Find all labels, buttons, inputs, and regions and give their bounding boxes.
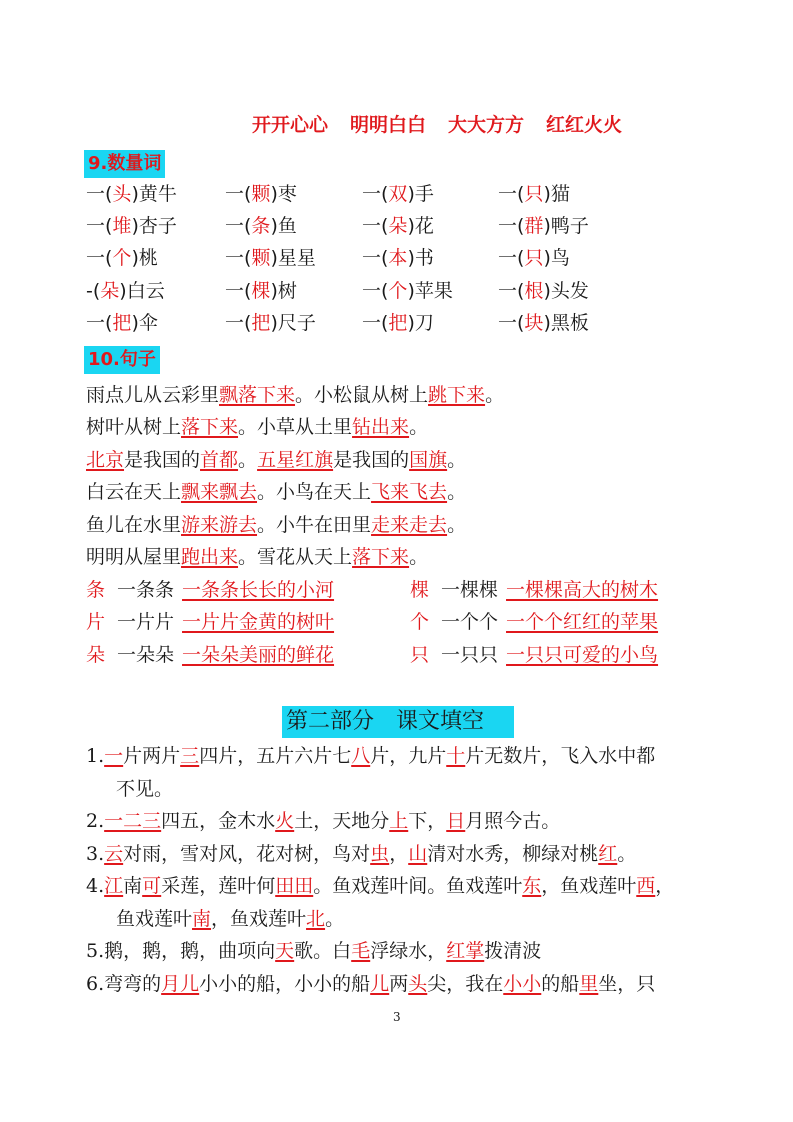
cell-answer: 双 bbox=[388, 183, 408, 205]
answer-text: 南 bbox=[192, 907, 212, 930]
reduplication-item bbox=[86, 577, 334, 603]
measure-word-cell bbox=[362, 278, 453, 304]
sentence-text: 是我国的 bbox=[124, 449, 201, 471]
cell-prefix: 一( bbox=[225, 312, 252, 334]
part-two-title: 第二部分 课文填空 bbox=[282, 706, 514, 738]
item-text: 弯弯的 bbox=[104, 972, 162, 995]
answer-text: 田田 bbox=[275, 875, 314, 897]
top-words-line bbox=[252, 110, 644, 137]
item-text: 的船 bbox=[541, 972, 580, 995]
item-number: 3. bbox=[86, 842, 105, 865]
measure-word-cell bbox=[225, 213, 297, 239]
sentence-text: 。 bbox=[485, 384, 505, 406]
item-text: 月照今古。 bbox=[465, 810, 561, 832]
answer-text: 落下来 bbox=[352, 546, 410, 568]
sentence-line bbox=[86, 479, 466, 505]
fill-in-line bbox=[116, 906, 344, 932]
cell-suffix: )白云 bbox=[119, 280, 165, 302]
measure-word-cell bbox=[225, 181, 297, 207]
answer-text: 可 bbox=[142, 875, 162, 897]
measure-word-cell bbox=[362, 181, 434, 207]
cell-suffix: )星星 bbox=[270, 247, 316, 269]
measure-word-cell bbox=[86, 245, 158, 271]
item-text: 。 bbox=[617, 842, 637, 865]
answer-text: 云 bbox=[104, 842, 124, 865]
item-text: 两 bbox=[389, 972, 409, 995]
answer-text: 火 bbox=[275, 810, 295, 832]
cell-prefix: 一( bbox=[362, 247, 389, 269]
cell-suffix: )刀 bbox=[407, 312, 434, 334]
fill-in-line bbox=[86, 743, 655, 769]
answer-text: 月儿 bbox=[161, 972, 200, 995]
sentence-text: 。小草从土里 bbox=[238, 416, 353, 438]
answer-text: 钻出来 bbox=[352, 416, 410, 438]
cell-suffix: )鱼 bbox=[270, 215, 297, 237]
reduplication-item bbox=[410, 577, 658, 603]
measure-word-cell bbox=[362, 245, 434, 271]
sentence-text: 。雪花从天上 bbox=[238, 546, 353, 568]
sentence-text: 白云在天上 bbox=[86, 481, 182, 503]
cell-answer: 堆 bbox=[112, 215, 132, 237]
cell-prefix: 一( bbox=[498, 280, 525, 302]
answer-text: 上 bbox=[389, 810, 409, 832]
pair-word: 一朵朵 bbox=[117, 644, 175, 666]
answer-text: 五星红旗 bbox=[257, 449, 334, 471]
item-text: 土，天地分 bbox=[294, 810, 390, 832]
answer-text: 江 bbox=[104, 875, 124, 897]
cell-prefix: 一( bbox=[498, 183, 525, 205]
item-text: 鹅，鹅，鹅，曲项向 bbox=[104, 940, 276, 962]
sentence-text: 。小牛在田里 bbox=[257, 514, 372, 536]
answer-text: 虫 bbox=[370, 842, 390, 865]
cell-suffix: )苹果 bbox=[407, 280, 453, 302]
answer-text: 北京 bbox=[86, 449, 125, 471]
cell-answer: 只 bbox=[524, 183, 544, 205]
item-text: 采莲，莲叶何 bbox=[161, 875, 276, 897]
cell-suffix: )尺子 bbox=[270, 312, 316, 334]
item-text: 。鱼戏莲叶间。鱼戏莲叶 bbox=[313, 875, 523, 897]
sentence-line bbox=[86, 414, 428, 440]
measure-word-cell bbox=[498, 310, 589, 336]
reduplication-item bbox=[86, 642, 334, 668]
cell-answer: 棵 bbox=[251, 280, 271, 302]
measure-word-cell bbox=[86, 278, 165, 304]
cell-suffix: )黄牛 bbox=[131, 183, 177, 205]
item-text: 四片，五片六片七 bbox=[199, 745, 352, 767]
item-text: 片两片 bbox=[123, 745, 181, 767]
cell-prefix: 一( bbox=[225, 280, 252, 302]
sentence-text: 。 bbox=[409, 546, 429, 568]
cell-suffix: )杏子 bbox=[131, 215, 177, 237]
cell-answer: 把 bbox=[112, 312, 132, 334]
sentence-text: 雨点儿从云彩里 bbox=[86, 384, 220, 406]
top-word: 红红火火 bbox=[546, 114, 623, 136]
item-text: 下， bbox=[408, 810, 447, 832]
answer-text: 跑出来 bbox=[181, 546, 239, 568]
page-number: 3 bbox=[393, 1010, 401, 1024]
answer-text: 十 bbox=[446, 745, 466, 767]
item-text: 清对水秀，柳绿对桃 bbox=[427, 842, 599, 865]
pair-phrase: 一条条长长的小河 bbox=[182, 579, 335, 601]
answer-text: 游来游去 bbox=[181, 514, 258, 536]
cell-suffix: )鸟 bbox=[543, 247, 570, 269]
answer-text: 东 bbox=[522, 875, 542, 897]
fill-in-line bbox=[86, 873, 674, 899]
cell-suffix: )枣 bbox=[270, 183, 297, 205]
item-text: ，鱼戏莲叶 bbox=[211, 907, 307, 930]
pair-phrase: 一个个红红的苹果 bbox=[506, 611, 659, 633]
fill-in-line bbox=[86, 938, 541, 964]
section-10-title: 10.句子 bbox=[84, 346, 160, 374]
answer-text: 头 bbox=[408, 972, 428, 995]
cell-prefix: 一( bbox=[225, 247, 252, 269]
item-text: 浮绿水， bbox=[370, 940, 447, 962]
cell-suffix: )黑板 bbox=[543, 312, 589, 334]
cell-prefix: 一( bbox=[498, 247, 525, 269]
cell-answer: 朵 bbox=[100, 280, 120, 302]
answer-text: 红掌 bbox=[446, 940, 485, 962]
sentence-text: 。 bbox=[238, 449, 258, 471]
pair-phrase: 一片片金黄的树叶 bbox=[182, 611, 335, 633]
answer-text: 小小 bbox=[503, 972, 542, 995]
pair-word: 一只只 bbox=[441, 644, 499, 666]
sentence-text: 。小松鼠从树上 bbox=[295, 384, 429, 406]
item-text: 坐，只 bbox=[598, 972, 656, 995]
answer-text: 首都 bbox=[200, 449, 239, 471]
measure-word-cell bbox=[498, 278, 589, 304]
sentence-text: 明明从屋里 bbox=[86, 546, 182, 568]
cell-answer: 群 bbox=[524, 215, 544, 237]
pair-char: 只 bbox=[410, 644, 430, 666]
item-text: ，鱼戏莲叶 bbox=[541, 875, 637, 897]
answer-text: 毛 bbox=[351, 940, 371, 962]
sentence-text: 。 bbox=[409, 416, 429, 438]
cell-answer: 把 bbox=[251, 312, 271, 334]
item-text: 片无数片，飞入水中都 bbox=[465, 745, 656, 767]
answer-text: 国旗 bbox=[409, 449, 448, 471]
item-text: 不见。 bbox=[116, 777, 174, 800]
pair-phrase: 一棵棵高大的树木 bbox=[506, 579, 659, 601]
cell-prefix: 一( bbox=[362, 312, 389, 334]
section-9-title: 9.数量词 bbox=[84, 150, 165, 178]
answer-text: 里 bbox=[579, 972, 599, 995]
cell-suffix: )书 bbox=[407, 247, 434, 269]
sentence-line bbox=[86, 512, 466, 538]
cell-answer: 朵 bbox=[388, 215, 408, 237]
pair-word: 一片片 bbox=[117, 611, 175, 633]
measure-word-cell bbox=[225, 245, 316, 271]
measure-word-cell bbox=[498, 245, 570, 271]
item-number: 4. bbox=[86, 875, 105, 897]
item-number: 6. bbox=[86, 972, 105, 995]
cell-prefix: 一( bbox=[86, 183, 113, 205]
measure-word-cell bbox=[498, 213, 589, 239]
pair-char: 个 bbox=[410, 611, 430, 633]
answer-text: 飘落下来 bbox=[219, 384, 296, 406]
measure-word-cell bbox=[86, 310, 158, 336]
item-text: 鱼戏莲叶 bbox=[116, 907, 193, 930]
fill-in-line bbox=[86, 841, 636, 867]
cell-suffix: )花 bbox=[407, 215, 434, 237]
reduplication-item bbox=[410, 609, 658, 635]
answer-text: 走来走去 bbox=[371, 514, 448, 536]
cell-prefix: 一( bbox=[362, 183, 389, 205]
cell-suffix: )树 bbox=[270, 280, 297, 302]
cell-prefix: 一( bbox=[86, 247, 113, 269]
cell-answer: 颗 bbox=[251, 247, 271, 269]
item-text: ， bbox=[655, 875, 675, 897]
answer-text: 一 bbox=[104, 745, 124, 767]
cell-prefix: 一( bbox=[225, 215, 252, 237]
pair-word: 一棵棵 bbox=[441, 579, 499, 601]
item-text: 四五，金木水 bbox=[161, 810, 276, 832]
cell-answer: 颗 bbox=[251, 183, 271, 205]
item-text: 南 bbox=[123, 875, 143, 897]
cell-answer: 块 bbox=[524, 312, 544, 334]
sentence-line bbox=[86, 447, 466, 473]
item-text: 。 bbox=[325, 907, 345, 930]
answer-text: 飘来飘去 bbox=[181, 481, 258, 503]
cell-prefix: 一( bbox=[86, 215, 113, 237]
reduplication-item bbox=[86, 609, 334, 635]
item-number: 2. bbox=[86, 810, 105, 832]
answer-text: 北 bbox=[306, 907, 326, 930]
pair-word: 一条条 bbox=[117, 579, 175, 601]
measure-word-cell bbox=[362, 213, 434, 239]
answer-text: 红 bbox=[598, 842, 618, 865]
sentence-text: 。小鸟在天上 bbox=[257, 481, 372, 503]
item-text: 对雨，雪对风，花对树，鸟对 bbox=[123, 842, 371, 865]
pair-phrase: 一朵朵美丽的鲜花 bbox=[182, 644, 335, 666]
answer-text: 跳下来 bbox=[428, 384, 486, 406]
cell-suffix: )伞 bbox=[131, 312, 158, 334]
measure-word-cell bbox=[86, 213, 177, 239]
answer-text: 西 bbox=[636, 875, 656, 897]
sentence-line bbox=[86, 544, 428, 570]
answer-text: 飞来飞去 bbox=[371, 481, 448, 503]
measure-word-cell bbox=[498, 181, 570, 207]
measure-word-cell bbox=[225, 278, 297, 304]
reduplication-item bbox=[410, 642, 658, 668]
sentence-text: 。 bbox=[447, 481, 467, 503]
answer-text: 八 bbox=[351, 745, 371, 767]
fill-in-line bbox=[86, 808, 560, 834]
cell-answer: 头 bbox=[112, 183, 132, 205]
cell-answer: 本 bbox=[388, 247, 408, 269]
item-text: 尖，我在 bbox=[427, 972, 504, 995]
pair-word: 一个个 bbox=[441, 611, 499, 633]
pair-char: 朵 bbox=[86, 644, 106, 666]
cell-answer: 个 bbox=[388, 280, 408, 302]
cell-suffix: )桃 bbox=[131, 247, 158, 269]
pair-phrase: 一只只可爱的小鸟 bbox=[506, 644, 659, 666]
fill-in-line bbox=[116, 776, 173, 802]
cell-prefix: 一( bbox=[498, 215, 525, 237]
answer-text: 三 bbox=[180, 745, 200, 767]
pair-char: 棵 bbox=[410, 579, 430, 601]
cell-answer: 只 bbox=[524, 247, 544, 269]
pair-char: 条 bbox=[86, 579, 106, 601]
answer-text: 日 bbox=[446, 810, 466, 832]
measure-word-cell bbox=[225, 310, 316, 336]
sentence-text: 树叶从树上 bbox=[86, 416, 182, 438]
cell-suffix: )头发 bbox=[543, 280, 589, 302]
measure-word-cell bbox=[362, 310, 434, 336]
cell-suffix: )鸭子 bbox=[543, 215, 589, 237]
item-text: ， bbox=[389, 842, 409, 865]
item-text: 片，九片 bbox=[370, 745, 447, 767]
answer-text: 山 bbox=[408, 842, 428, 865]
measure-word-cell bbox=[86, 181, 177, 207]
sentence-text: 。 bbox=[447, 514, 467, 536]
item-text: 拨清波 bbox=[484, 940, 542, 962]
cell-prefix: 一( bbox=[86, 312, 113, 334]
cell-prefix: 一( bbox=[362, 280, 389, 302]
answer-text: 落下来 bbox=[181, 416, 239, 438]
item-number: 1. bbox=[86, 745, 105, 767]
item-text: 小小的船，小小的船 bbox=[199, 972, 371, 995]
answer-text: 儿 bbox=[370, 972, 390, 995]
cell-prefix: 一( bbox=[225, 183, 252, 205]
top-word: 开开心心 bbox=[252, 114, 329, 136]
cell-answer: 条 bbox=[251, 215, 271, 237]
cell-suffix: )猫 bbox=[543, 183, 570, 205]
item-number: 5. bbox=[86, 940, 105, 962]
sentence-line bbox=[86, 382, 504, 408]
answer-text: 天 bbox=[275, 940, 295, 962]
cell-suffix: )手 bbox=[407, 183, 434, 205]
sentence-text: 鱼儿在水里 bbox=[86, 514, 182, 536]
cell-answer: 根 bbox=[524, 280, 544, 302]
cell-answer: 把 bbox=[388, 312, 408, 334]
answer-text: 一二三 bbox=[104, 810, 162, 832]
cell-answer: 个 bbox=[112, 247, 132, 269]
item-text: 歌。白 bbox=[294, 940, 352, 962]
cell-prefix: 一( bbox=[498, 312, 525, 334]
top-word: 明明白白 bbox=[350, 114, 427, 136]
pair-char: 片 bbox=[86, 611, 106, 633]
sentence-text: 是我国的 bbox=[333, 449, 410, 471]
top-word: 大大方方 bbox=[448, 114, 525, 136]
cell-prefix: 一( bbox=[362, 215, 389, 237]
sentence-text: 。 bbox=[447, 449, 467, 471]
cell-prefix: -( bbox=[86, 280, 101, 302]
fill-in-line bbox=[86, 971, 655, 997]
